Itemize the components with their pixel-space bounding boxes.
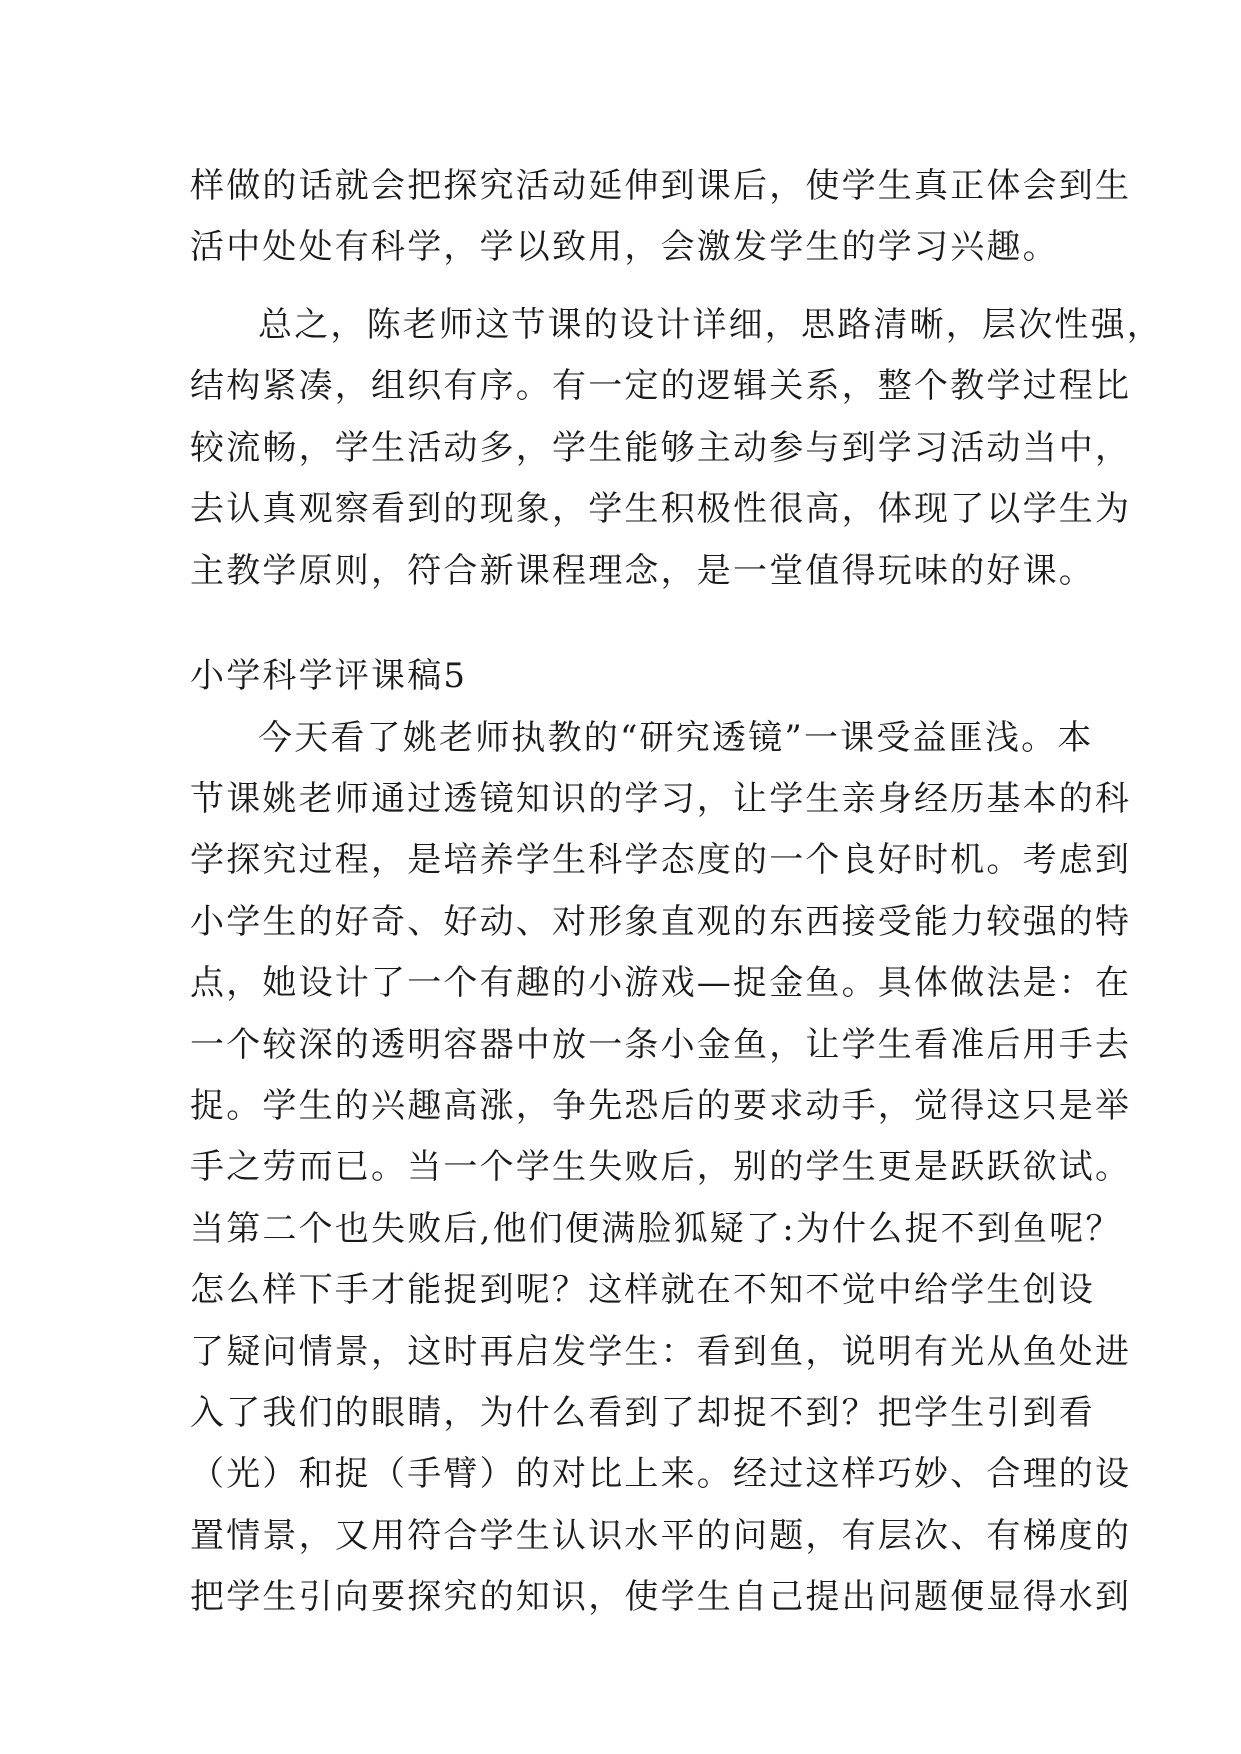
paragraph-line: 活中处处有科学，学以致用，会激发学生的学习兴趣。 (190, 227, 1059, 267)
paragraph-line: 小学生的好奇、好动、对形象直观的东西接受能力较强的特 (190, 902, 1132, 942)
paragraph-line: （光）和捉（手臂）的对比上来。经过这样巧妙、合理的设 (190, 1454, 1132, 1494)
section-heading: 小学科学评课稿5 (190, 656, 468, 696)
paragraph-line: 手之劳而已。当一个学生失败后，别的学生更是跃跃欲试。 (190, 1147, 1132, 1187)
paragraph-line: 把学生引向要探究的知识，使学生自己提出问题便显得水到 (190, 1577, 1132, 1617)
paragraph-line: 点，她设计了一个有趣的小游戏—捉金鱼。具体做法是：在 (190, 963, 1132, 1003)
paragraph-line: 样做的话就会把探究活动延伸到课后，使学生真正体会到生 (190, 166, 1132, 206)
paragraph-line: 捉。学生的兴趣高涨，争先恐后的要求动手，觉得这只是举 (190, 1086, 1132, 1126)
paragraph-line: 当第二个也失败后,他们便满脸狐疑了:为什么捉不到鱼呢？ (190, 1209, 1122, 1249)
paragraph-line: 怎么样下手才能捉到呢？这样就在不知不觉中给学生创设 (190, 1270, 1095, 1310)
paragraph-line: 主教学原则，符合新课程理念，是一堂值得玩味的好课。 (190, 551, 1095, 591)
paragraph-line: 节课姚老师通过透镜知识的学习，让学生亲身经历基本的科 (190, 779, 1132, 819)
paragraph-line: 入了我们的眼睛，为什么看到了却捉不到？把学生引到看 (190, 1393, 1095, 1433)
paragraph-line: 总之，陈老师这节课的设计详细，思路清晰，层次性强， (258, 305, 1163, 345)
paragraph-line: 结构紧凑，组织有序。有一定的逻辑关系，整个教学过程比 (190, 366, 1132, 406)
paragraph-line: 一个较深的透明容器中放一条小金鱼，让学生看准后用手去 (190, 1025, 1132, 1065)
paragraph-line: 去认真观察看到的现象，学生积极性很高，体现了以学生为 (190, 489, 1132, 529)
paragraph-line: 今天看了姚老师执教的“研究透镜”一课受益匪浅。本 (258, 718, 1094, 758)
paragraph-line: 较流畅，学生活动多，学生能够主动参与到学习活动当中， (190, 428, 1132, 468)
paragraph-line: 学探究过程，是培养学生科学态度的一个良好时机。考虑到 (190, 840, 1132, 880)
paragraph-line: 了疑问情景，这时再启发学生：看到鱼，说明有光从鱼处进 (190, 1332, 1132, 1372)
paragraph-line: 置情景，又用符合学生认识水平的问题，有层次、有梯度的 (190, 1516, 1132, 1556)
